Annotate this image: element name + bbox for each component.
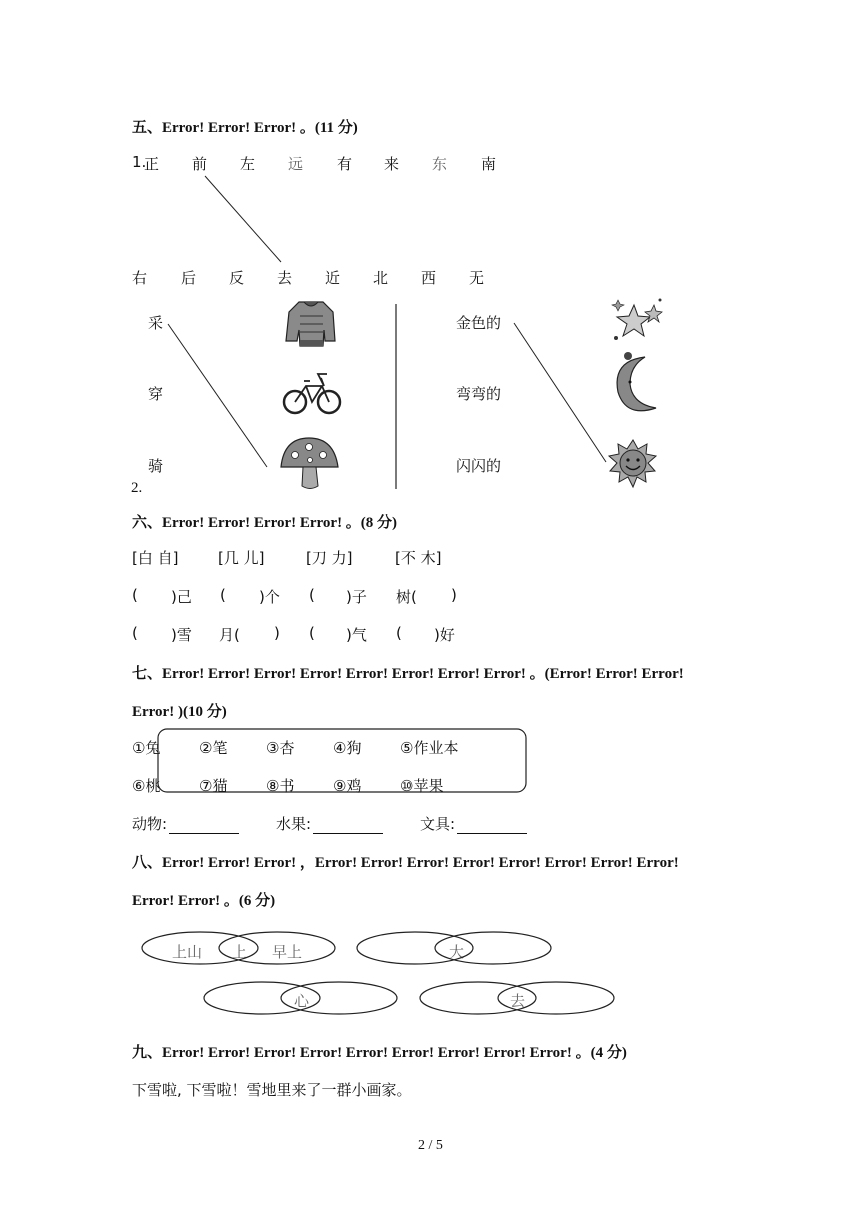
bicycle-icon xyxy=(284,374,340,413)
section8-heading-line1: 八、Error! Error! Error! ，Error! Error! Error! Error! Error! Error! Error! Error! xyxy=(132,855,679,871)
top-word-5: 有 xyxy=(337,155,353,173)
venn1-right-ellipse xyxy=(219,932,335,964)
r2-paren-2: ) xyxy=(274,624,280,642)
venn3-right-ellipse xyxy=(281,982,397,1014)
word-5: ⑤作业本 xyxy=(400,739,459,757)
top-word-2: 前 xyxy=(192,155,208,173)
venn3-center-word: 心 xyxy=(294,992,310,1010)
venn4-center-word: 去 xyxy=(510,992,526,1010)
bottom-word-4: 去 xyxy=(277,269,293,287)
section6-heading: 六、Error! Error! Error! Error! 。(8 分) xyxy=(132,515,398,531)
venn1-left-word: 上山 xyxy=(172,943,203,961)
r2-paren-3: ( xyxy=(309,624,315,642)
r1-text-2: )个 xyxy=(259,588,280,606)
phrase-curved: 弯弯的 xyxy=(456,385,502,403)
verb-wear: 穿 xyxy=(148,385,164,403)
section9-heading: 九、Error! Error! Error! Error! Error! Error! Error! Error! Error! 。(4 分) xyxy=(132,1045,627,1061)
r1-paren-1: ( xyxy=(132,586,138,604)
section7-heading-line1: 七、Error! Error! Error! Error! Error! Error! Error! Error! 。(Error! Error! Error! xyxy=(132,666,684,682)
r1-paren-3: ( xyxy=(309,586,315,604)
section8-heading-line2: Error! Error! 。(6 分) xyxy=(132,893,276,909)
r2-paren-1: ( xyxy=(132,624,138,642)
group-1: [白 自] xyxy=(132,549,179,567)
group-3: [刀 力] xyxy=(306,549,353,567)
r1-text-4: 树( xyxy=(396,588,417,606)
phrase-golden: 金色的 xyxy=(456,314,502,332)
connect-line-golden-sun xyxy=(514,323,606,462)
venn2-right-ellipse xyxy=(435,932,551,964)
r2-text-2: 月( xyxy=(219,626,240,644)
word-7: ⑦猫 xyxy=(199,777,228,795)
phrase-shining: 闪闪的 xyxy=(456,457,502,475)
r1-paren-2: ( xyxy=(220,586,226,604)
top-word-4: 远 xyxy=(288,155,304,173)
sweater-icon xyxy=(286,302,335,346)
word-3: ③杏 xyxy=(266,739,295,757)
bottom-word-1: 右 xyxy=(132,269,148,287)
category-fruit-label: 水果: xyxy=(276,815,312,833)
top-word-6: 来 xyxy=(384,155,400,173)
section9-text: 下雪啦, 下雪啦！雪地里来了一群小画家。 xyxy=(132,1081,412,1099)
item1-prefix: 1. xyxy=(132,153,147,171)
bottom-word-5: 近 xyxy=(325,269,341,287)
word-1: ①兔 xyxy=(132,739,161,757)
bottom-word-7: 西 xyxy=(421,269,437,287)
venn2-left-ellipse xyxy=(357,932,473,964)
r2-text-4: )好 xyxy=(434,626,455,644)
word-2: ②笔 xyxy=(199,739,228,757)
venn1-right-word: 早上 xyxy=(272,943,303,961)
r2-text-1: )雪 xyxy=(171,626,192,644)
section5-heading: 五、Error! Error! Error! 。(11 分) xyxy=(132,120,358,136)
category-animals-label: 动物: xyxy=(132,815,168,833)
r1-paren-4: ) xyxy=(451,586,457,604)
word-10: ⑩苹果 xyxy=(400,777,444,795)
r1-text-3: )子 xyxy=(346,588,367,606)
r2-text-3: )气 xyxy=(346,626,367,644)
stars-icon xyxy=(612,299,662,341)
word-8: ⑧书 xyxy=(266,777,295,795)
verb-ride: 骑 xyxy=(148,457,164,475)
connect-line-pick-mushroom xyxy=(168,324,267,467)
word-6: ⑥桃 xyxy=(132,777,161,795)
word-4: ④狗 xyxy=(333,739,362,757)
venn4-right-ellipse xyxy=(498,982,614,1014)
top-word-1: 正 xyxy=(144,155,160,173)
venn2-center-word: 大 xyxy=(449,943,465,961)
word-9: ⑨鸡 xyxy=(333,777,362,795)
bottom-word-8: 无 xyxy=(469,269,485,287)
page-number: 2 / 5 xyxy=(418,1138,443,1153)
venn4-left-ellipse xyxy=(420,982,536,1014)
bottom-word-6: 北 xyxy=(373,269,389,287)
mushroom-icon xyxy=(281,438,338,489)
top-word-8: 南 xyxy=(481,155,497,173)
top-word-7: 东 xyxy=(432,155,448,173)
venn1-center-word: 上 xyxy=(232,943,248,961)
bottom-word-3: 反 xyxy=(229,269,245,287)
word-box xyxy=(158,729,526,792)
r2-paren-4: ( xyxy=(396,624,402,642)
bottom-word-2: 后 xyxy=(181,269,197,287)
connect-line-front-back xyxy=(205,176,281,262)
moon-icon xyxy=(617,352,656,411)
section7-heading-line2: Error! )(10 分) xyxy=(132,704,227,720)
venn3-left-ellipse xyxy=(204,982,320,1014)
sun-icon xyxy=(609,440,656,487)
item2-label: 2. xyxy=(131,480,143,496)
group-2: [几 儿] xyxy=(218,549,265,567)
top-word-3: 左 xyxy=(240,155,256,173)
r1-text-1: )己 xyxy=(171,588,192,606)
venn1-left-ellipse xyxy=(142,932,258,964)
verb-pick: 采 xyxy=(148,314,164,332)
group-4: [不 木] xyxy=(395,549,442,567)
category-stationery-label: 文具: xyxy=(420,815,456,833)
